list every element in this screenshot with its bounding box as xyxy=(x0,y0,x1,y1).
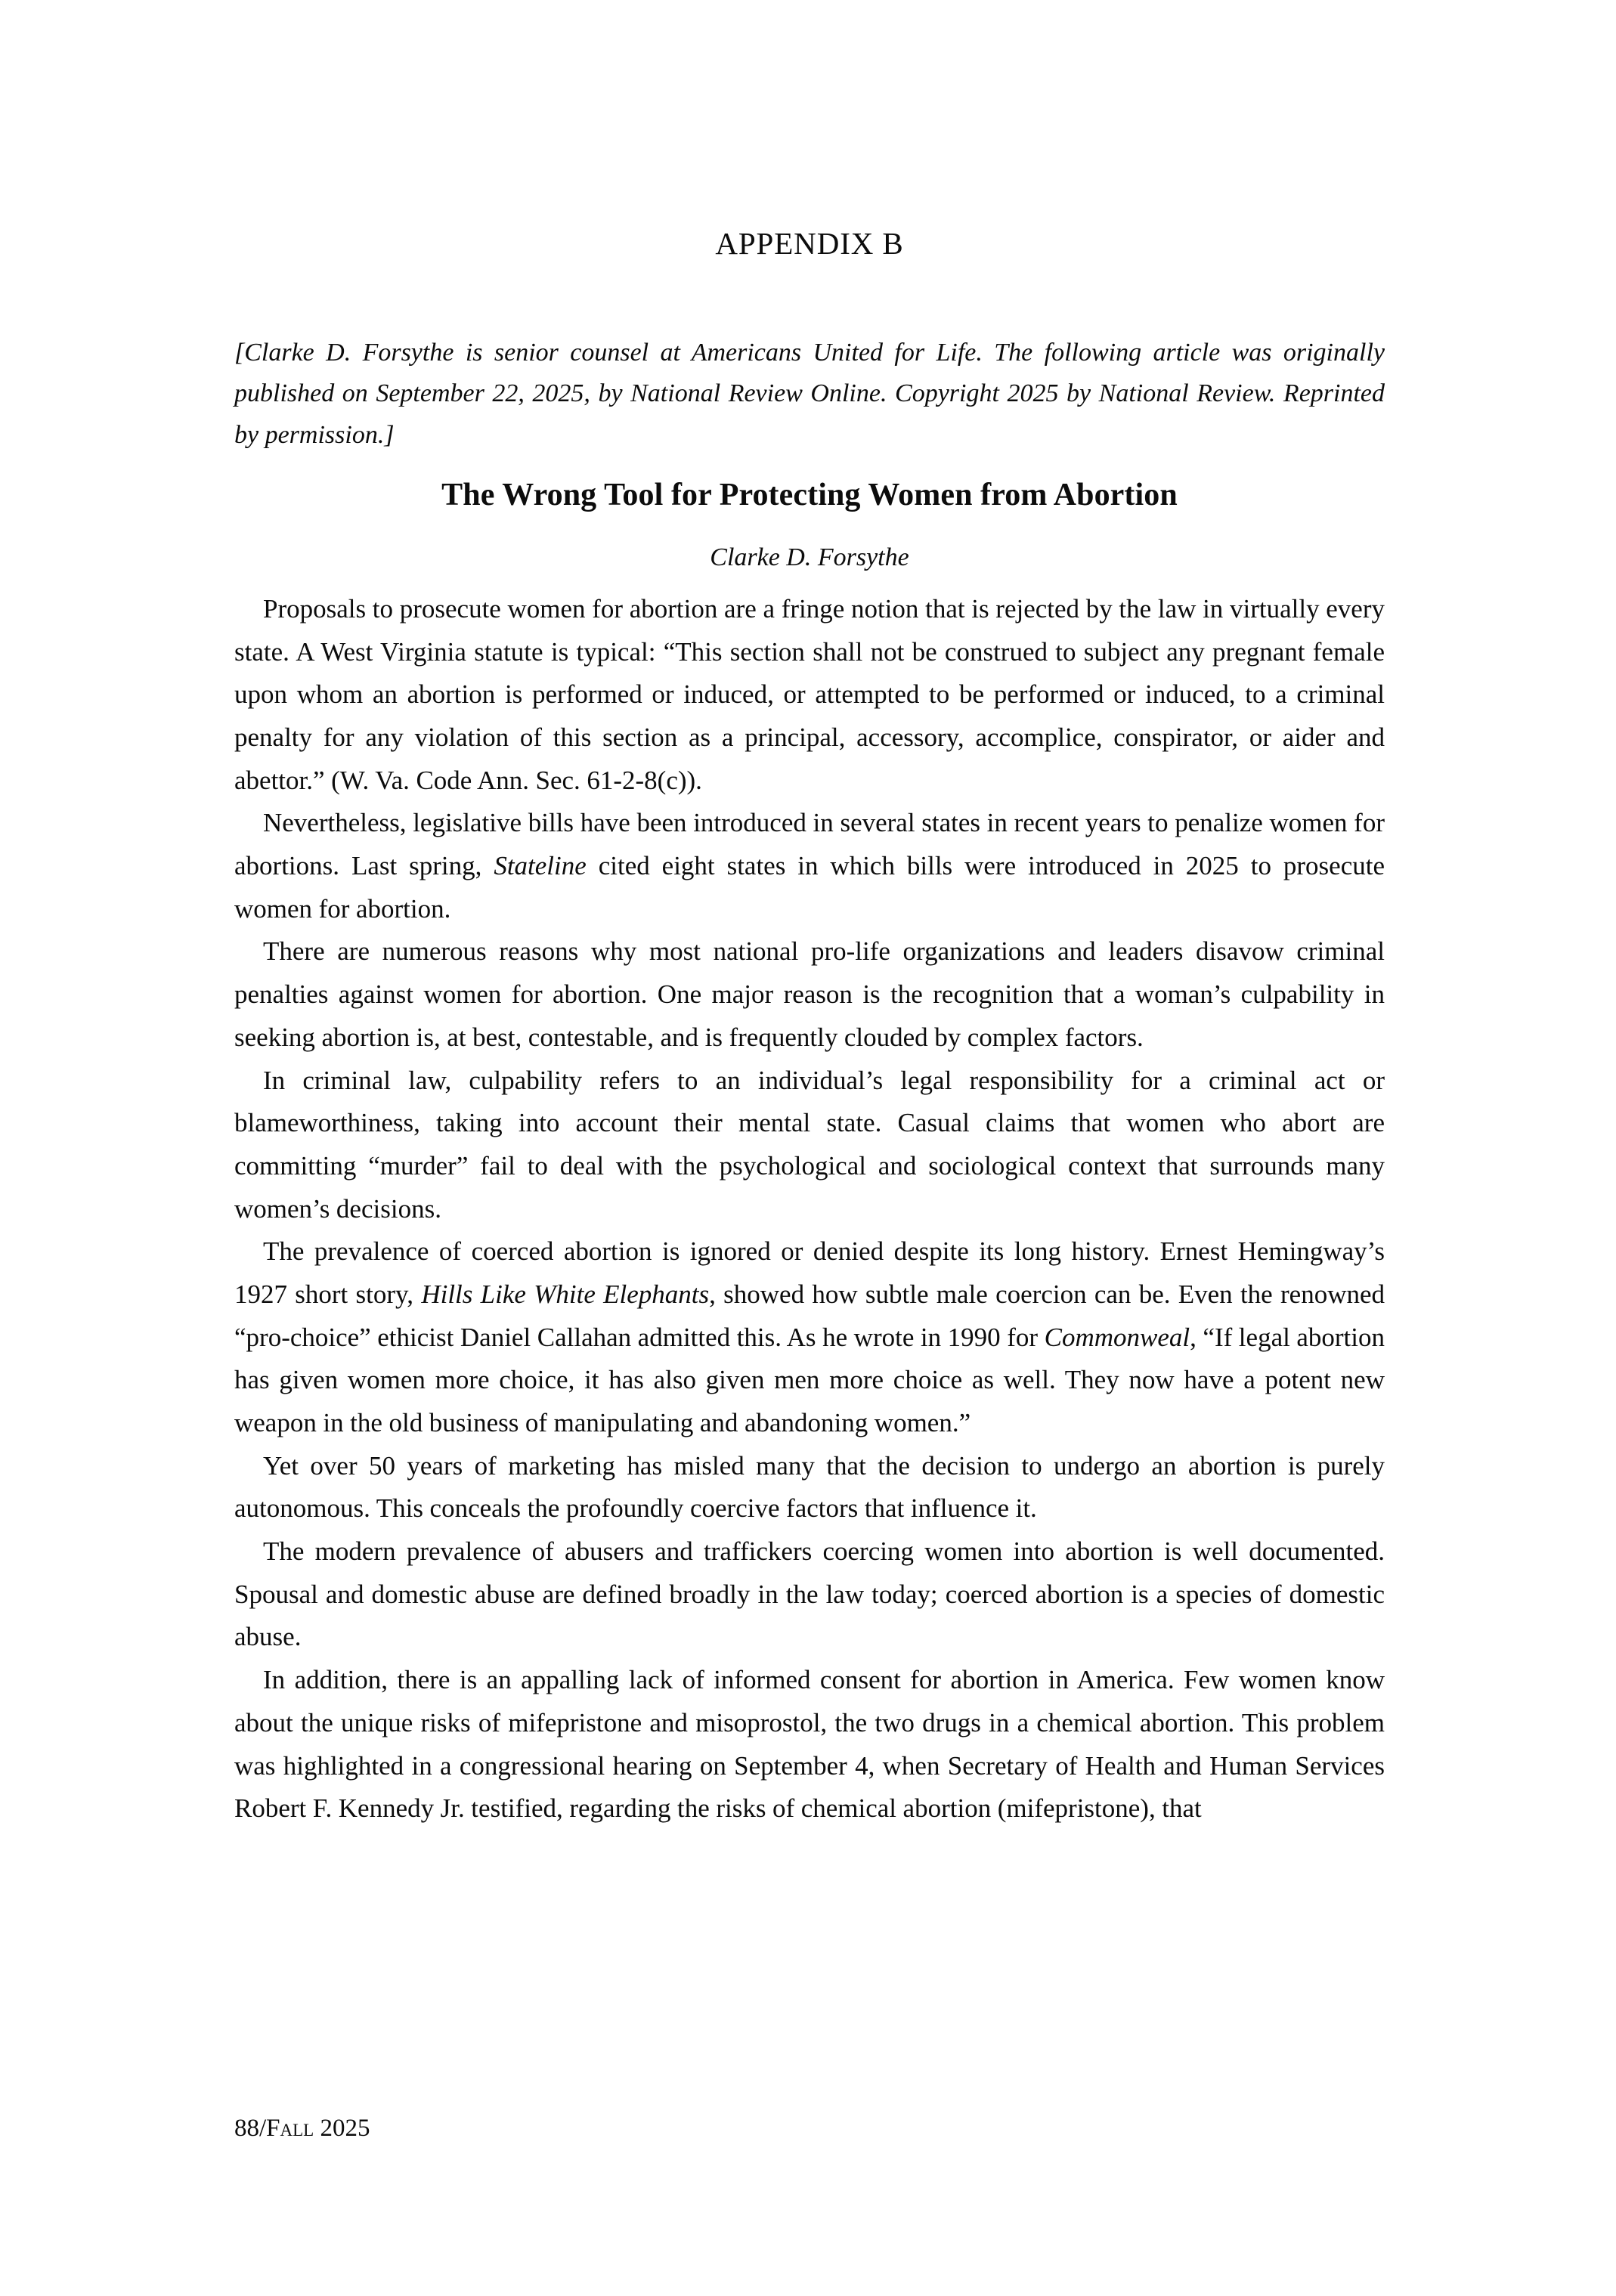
body-paragraph: Proposals to prosecute women for abortion are a fringe notion that is rejected by the law in virtually every state. A West Virginia statute is typical: “This section shall not be construed to subject any pregnant female upon whom an abortion is performed or induced, or attempted to be performed or induced, to a criminal penalty for any violation of this section as a principal, accessory, accomplice, conspirator, or aider and abettor.” (W. Va. Code Ann. Sec. 61-2-8(c)). xyxy=(234,593,1385,795)
italic-work-title: Stateline xyxy=(494,851,587,881)
body-paragraph: Yet over 50 years of marketing has misled many that the decision to undergo an abortion is purely autonomous. This conceals the profoundly coercive factors that influence it. xyxy=(234,1450,1385,1524)
body-paragraph: In criminal law, culpability refers to an individual’s legal responsibility for a criminal act or blameworthiness, taking into account their mental state. Casual claims that women who abort are committing “murder” fail to deal with the psychological and sociological context that surrounds many women’s decisions. xyxy=(234,1065,1385,1224)
appendix-running-head: APPENDIX B xyxy=(715,226,904,261)
folio-separator: / xyxy=(259,2115,267,2142)
editorial-bracket-note: [Clarke D. Forsythe is senior counsel at Americans United for Life. The following article was originally published on September 22, 2025, by National Review Online. Copyright 2025 by National Review. Reprinted by permission.] xyxy=(234,339,1385,449)
body-paragraph: In addition, there is an appalling lack of informed consent for abortion in America. Few women know about the unique risks of mifepristone and misoprostol, the two drugs in a chemical abortion. This problem was highlighted in a congressional hearing on September 4, when Secretary of Health and Human Services Robert F. Kennedy Jr. testified, regarding the risks of chemical abortion (mifepristone), that xyxy=(234,1665,1385,1824)
folio-issue-word: Fall xyxy=(266,2115,314,2142)
folio-text: 88 xyxy=(234,2115,259,2142)
article-body xyxy=(234,574,1385,1830)
body-paragraph: The modern prevalence of abusers and traffickers coercing women into abortion is well documented. Spousal and domestic abuse are defined broadly in the law today; coerced abortion is a species of domestic abuse. xyxy=(234,1536,1385,1652)
article-title: The Wrong Tool for Protecting Women from Abortion xyxy=(441,478,1178,513)
folio-year: 2025 xyxy=(320,2115,370,2142)
italic-work-title: Commonweal xyxy=(1044,1322,1190,1352)
article-byline: Clarke D. Forsythe xyxy=(710,543,909,571)
body-paragraph: The prevalence of coerced abortion is ignored or denied despite its long history. Ernest Hemingway’s 1927 short story, Hills Like White Elephants, showed how subtle male coercion can be. Even the renowned “pro-choice” ethicist Daniel Callahan admitted this. As he wrote in 1990 for Commonweal, “If legal abortion has given women more choice, it has also given men more choice as well. They now have a potent new weapon in the old business of manipulating and abandoning women.” xyxy=(234,1236,1385,1438)
body-paragraph: Nevertheless, legislative bills have been introduced in several states in recent years to penalize women for abortions. Last spring, Stateline cited eight states in which bills were introduced in 2025 to prosecute women for abortion. xyxy=(234,808,1385,924)
page-folio xyxy=(234,2114,370,2144)
text-column xyxy=(234,0,1385,1830)
body-paragraph: There are numerous reasons why most national pro-life organizations and leaders disavow criminal penalties against women for abortion. One major reason is the recognition that a woman’s culpability in seeking abortion is, at best, contestable, and is frequently clouded by complex factors. xyxy=(234,936,1385,1052)
italic-work-title: Hills Like White Elephants xyxy=(421,1279,710,1309)
